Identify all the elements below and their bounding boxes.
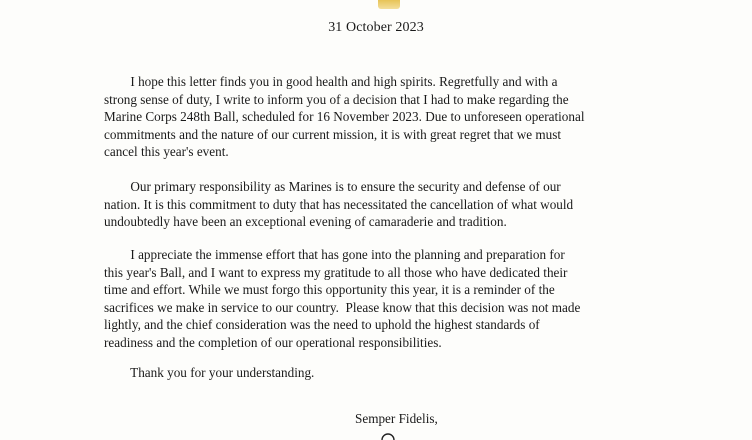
paragraph-line: cancel this year's event.	[104, 144, 229, 159]
paragraph-line: readiness and the completion of our operational responsibilities.	[104, 334, 442, 350]
paragraph-1	[104, 73, 664, 161]
closing-salutation: Semper Fidelis,	[355, 411, 438, 426]
paragraph-line: lightly, and the chief consideration was the need to uphold the highest standards of	[104, 317, 540, 332]
paragraph-4	[104, 364, 664, 382]
paragraph-line: Marine Corps 248th Ball, scheduled for 16 November 2023. Due to unforeseen operational	[104, 109, 585, 124]
paragraph-line: commitments and the nature of our current mission, it is with great regret that we must	[104, 126, 562, 142]
paragraph-3	[104, 246, 664, 351]
paragraph-line: sacrifices we make in service to our country. Please know that this decision was not made	[104, 299, 581, 315]
paragraph-line: undoubtedly have been an exceptional evening of camaraderie and tradition.	[104, 214, 507, 229]
paragraph-line: strong sense of duty, I write to inform you of a decision that I had to make regarding the	[104, 91, 569, 107]
paragraph-line: Thank you for your understanding.	[104, 365, 315, 380]
letterhead-emblem-fragment	[378, 0, 400, 9]
paragraph-2	[104, 178, 664, 231]
letter-date: 31 October 2023	[328, 20, 424, 35]
signature-mark	[300, 428, 460, 440]
paragraph-line: time and effort. While we must forgo this opportunity this year, it is a reminder of the	[104, 282, 555, 297]
paragraph-line: I hope this letter finds you in good health and high spirits. Regretfully and with a	[104, 74, 558, 89]
paragraph-line: I appreciate the immense effort that has gone into the planning and preparation for	[104, 247, 565, 262]
paragraph-line: nation. It is this commitment to duty that has necessitated the cancellation of what would	[104, 196, 574, 212]
paragraph-line: this year's Ball, and I want to express my gratitude to all those who have dedicated their	[104, 264, 568, 280]
paragraph-line: Our primary responsibility as Marines is to ensure the security and defense of our	[104, 179, 561, 194]
